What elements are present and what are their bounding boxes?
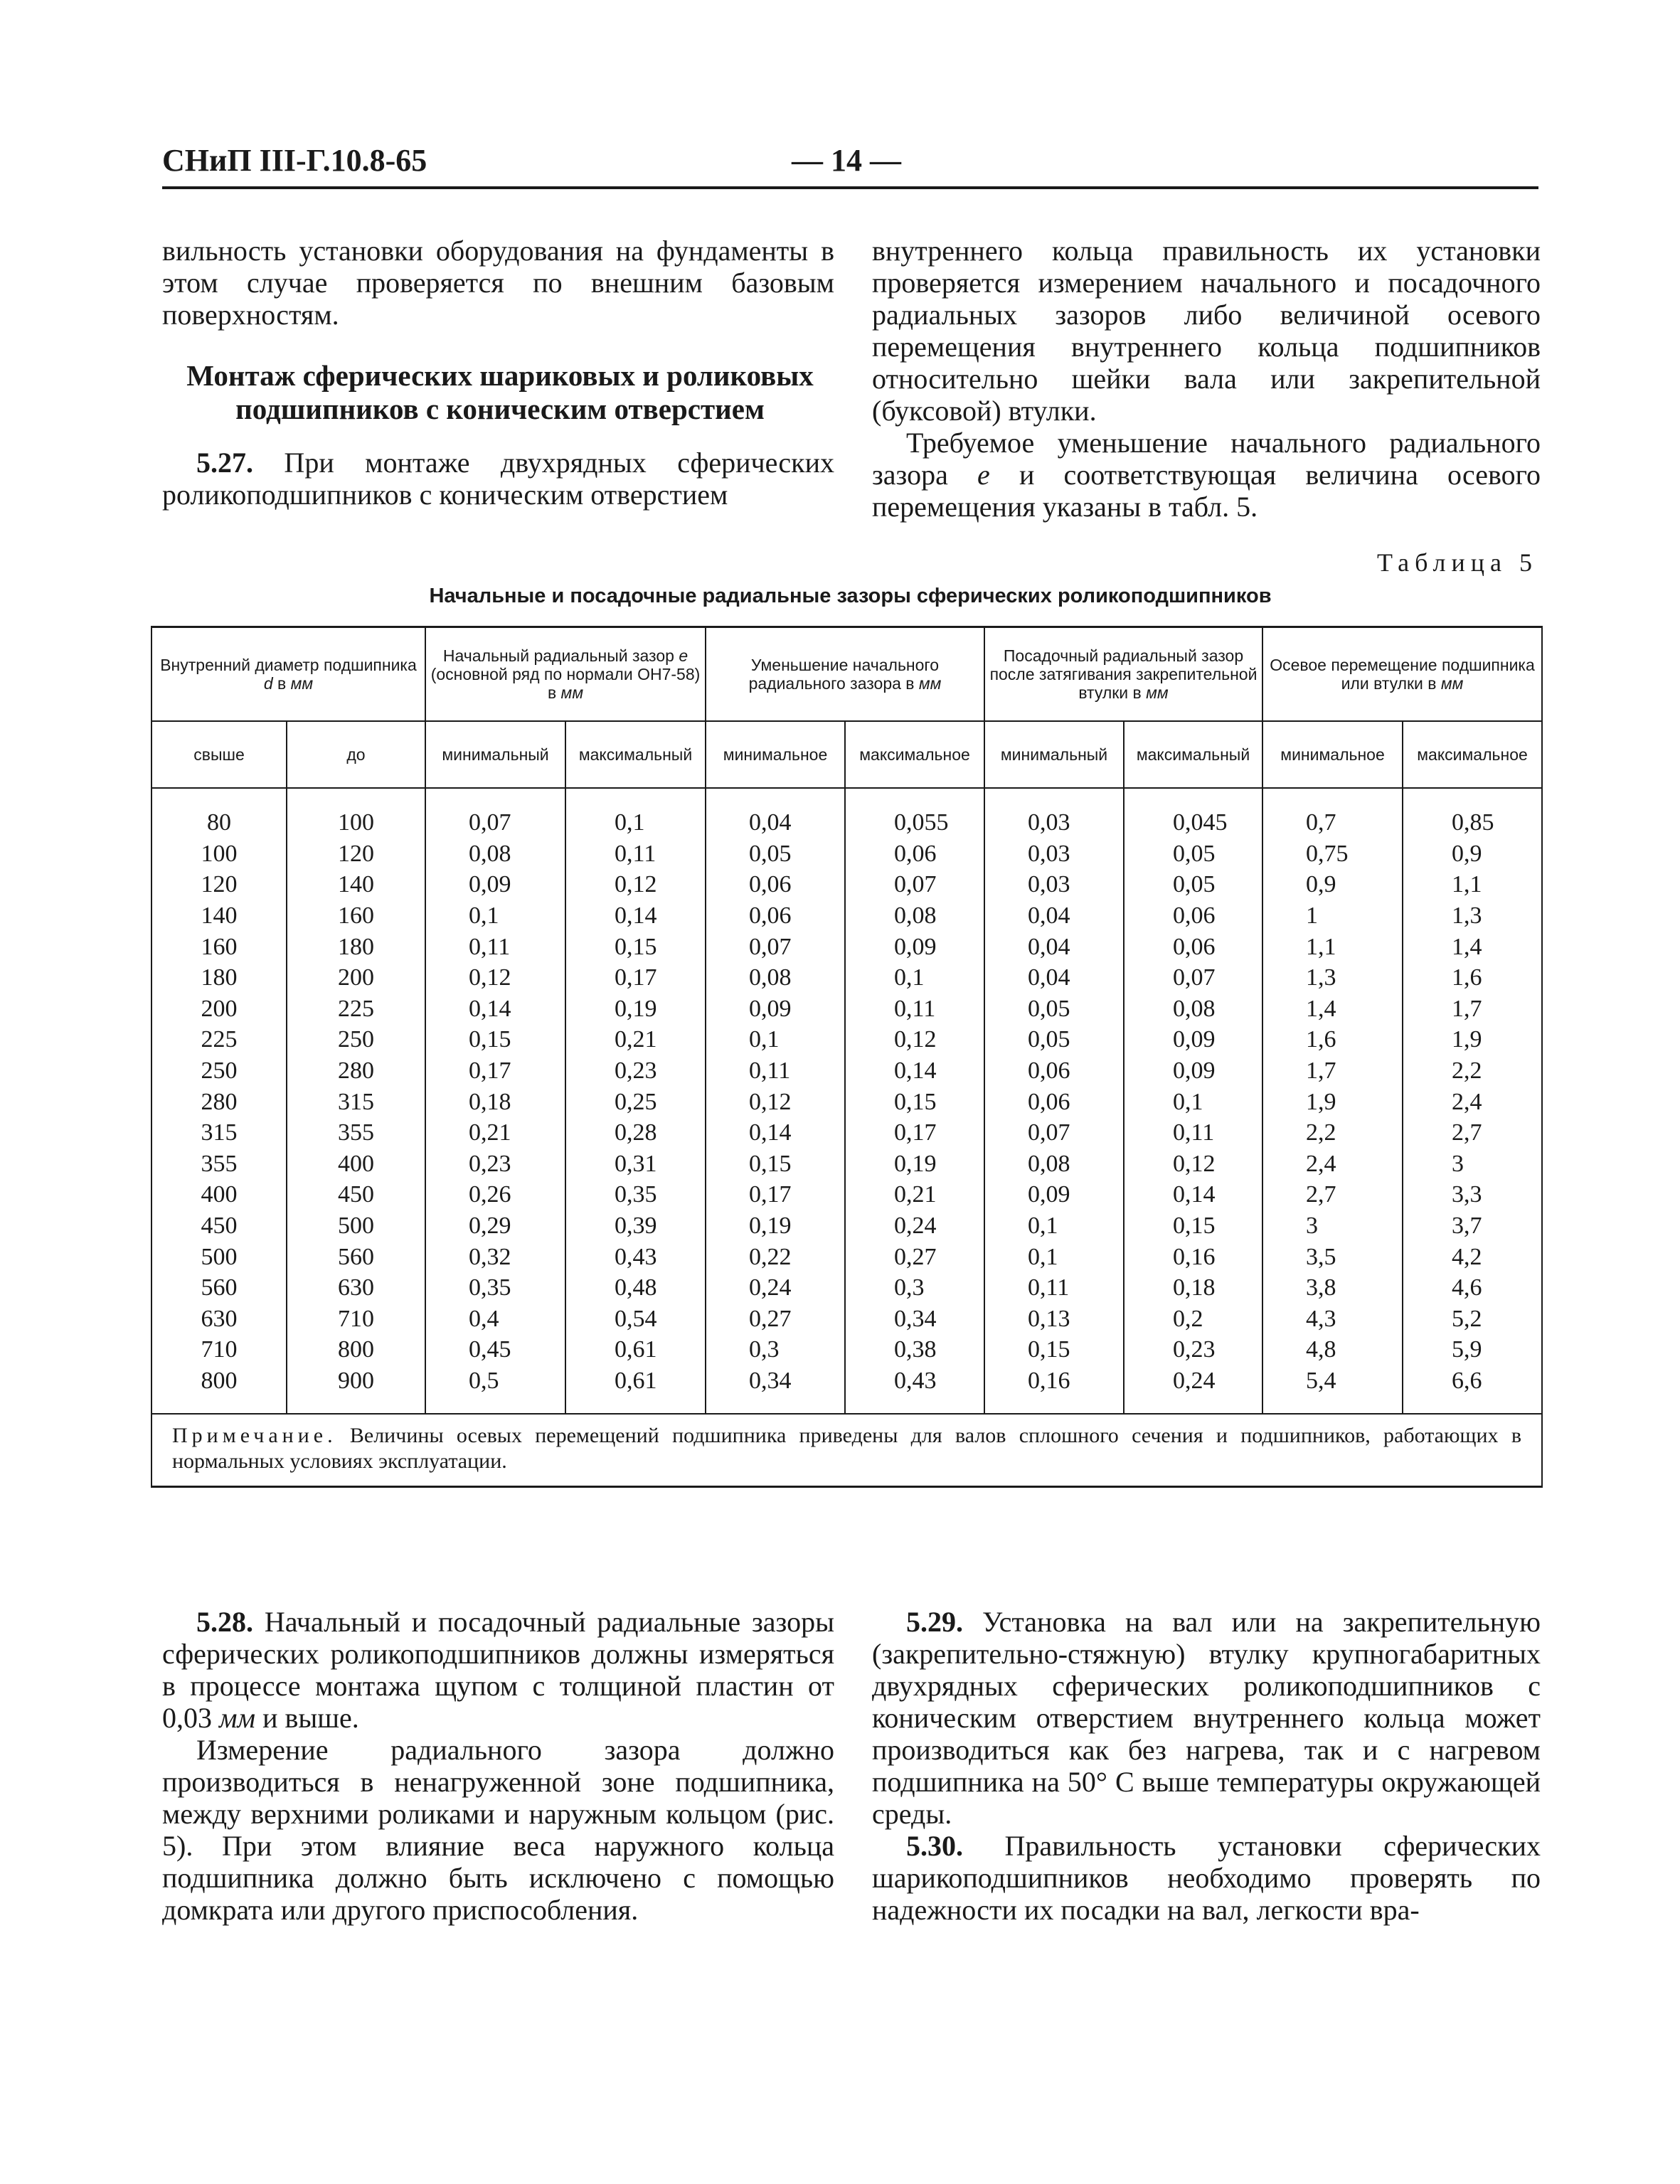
table-row <box>151 1055 1542 1087</box>
table-cell: 0,07 <box>706 931 845 962</box>
table-cell: 2,7 <box>1262 1179 1403 1210</box>
table-cell: 180 <box>151 962 287 994</box>
table-cell: 560 <box>287 1241 425 1272</box>
table-cell: 560 <box>151 1272 287 1304</box>
table-cell: 5,2 <box>1403 1304 1542 1335</box>
table-cell: 0,17 <box>706 1179 845 1210</box>
table-cell: 1,7 <box>1403 994 1542 1025</box>
table-row <box>151 807 1542 838</box>
table-cell: 0,09 <box>706 994 845 1025</box>
table-cell: 0,35 <box>565 1179 706 1210</box>
paragraph-reduction <box>872 427 1541 523</box>
clearance-table <box>151 626 1543 1488</box>
table-cell: 200 <box>151 994 287 1025</box>
table-cell: 0,18 <box>1124 1272 1262 1304</box>
table-cell: 0,39 <box>565 1210 706 1242</box>
table-row <box>151 1086 1542 1117</box>
clause-number: 5.29. <box>906 1606 963 1638</box>
table-cell: 250 <box>287 1024 425 1055</box>
table-cell: 0,1 <box>425 900 565 932</box>
table-cell: 1,3 <box>1262 962 1403 994</box>
table-cell: 0,2 <box>1124 1304 1262 1335</box>
table-cell: 800 <box>151 1365 287 1397</box>
table-cell: 280 <box>151 1086 287 1117</box>
subheader-max: максимальный <box>565 721 706 788</box>
table-cell: 630 <box>151 1304 287 1335</box>
table-cell: 0,21 <box>565 1024 706 1055</box>
table-cell: 1,9 <box>1403 1024 1542 1055</box>
table-cell: 180 <box>287 931 425 962</box>
table-cell: 140 <box>151 900 287 932</box>
table-cell: 0,1 <box>984 1241 1124 1272</box>
table-cell: 450 <box>287 1179 425 1210</box>
table-cell: 4,8 <box>1262 1334 1403 1365</box>
table-cell: 0,3 <box>706 1334 845 1365</box>
table-cell: 0,08 <box>706 962 845 994</box>
table-cell: 80 <box>151 807 287 838</box>
table-cell: 0,38 <box>845 1334 984 1365</box>
document-code: СНиП III-Г.10.8-65 <box>162 143 427 178</box>
table-cell: 0,09 <box>1124 1055 1262 1087</box>
header-clearance-reduction: Уменьшение начального радиального зазора в мм <box>706 627 984 722</box>
table-cell: 0,15 <box>425 1024 565 1055</box>
paragraph-continuation: вильность установки оборудования на фундаменты в этом случае проверяется по внешним базовым поверхностям. <box>162 235 834 331</box>
table-cell: 0,24 <box>1124 1365 1262 1397</box>
table-cell: 0,3 <box>845 1272 984 1304</box>
table-cell: 0,17 <box>845 1117 984 1149</box>
table-cell: 0,06 <box>706 900 845 932</box>
header-initial-clearance: Начальный радиальный зазор e (основной ряд по нормали ОН7-58) в мм <box>425 627 706 722</box>
table-cell: 0,055 <box>845 807 984 838</box>
table-cell: 0,34 <box>706 1365 845 1397</box>
subheader-over: свыше <box>151 721 287 788</box>
table-cell: 0,27 <box>706 1304 845 1335</box>
table-cell: 0,05 <box>1124 869 1262 900</box>
table-cell: 355 <box>151 1149 287 1180</box>
table-cell: 0,29 <box>425 1210 565 1242</box>
clause-number: 5.30. <box>906 1830 963 1862</box>
table-cell: 0,03 <box>984 838 1124 870</box>
table-cell: 0,21 <box>425 1117 565 1149</box>
table-row <box>151 1210 1542 1242</box>
header-axial-displacement: Осевое перемещение подшипника или втулки в мм <box>1262 627 1542 722</box>
table-cell: 1,7 <box>1262 1055 1403 1087</box>
page-number: — 14 — <box>792 143 901 178</box>
table-cell: 0,31 <box>565 1149 706 1180</box>
table-cell: 4,3 <box>1262 1304 1403 1335</box>
subheader-max: максимальный <box>1124 721 1262 788</box>
table-row <box>151 869 1542 900</box>
note-text: Величины осевых перемещений подшипника приведены для валов сплошного сечения и подшипников, работающих в нормальных условиях эксплуатации. <box>172 1424 1522 1474</box>
table-cell: 0,07 <box>845 869 984 900</box>
text-part: и соответствующая величина осевого перемещения указаны в табл. 5. <box>872 459 1541 523</box>
subheader-min: минимальный <box>984 721 1124 788</box>
paragraph-5-29 <box>872 1606 1541 1830</box>
table-row <box>151 1241 1542 1272</box>
table-cell: 0,12 <box>565 869 706 900</box>
table-cell: 630 <box>287 1272 425 1304</box>
table-cell: 0,19 <box>565 994 706 1025</box>
table-cell: 0,04 <box>984 900 1124 932</box>
table-row <box>151 962 1542 994</box>
unit-mm: мм <box>219 1702 256 1734</box>
paragraph-5-27-cont: внутреннего кольца правильность их установки проверяется измерением начального и посадочного радиальных зазоров либо величиной осевого перемещения внутреннего кольца подшипников относительно шейки вала или закрепительной (буксовой) втулки. <box>872 235 1541 427</box>
symbol-e: e <box>977 459 990 491</box>
table-cell: 1,4 <box>1262 994 1403 1025</box>
paragraph-5-28-measurement: Измерение радиального зазора должно производиться в ненагруженной зоне подшипника, между верхними роликами и наружным кольцом (рис. 5). При этом влияние веса наружного кольца подшипника должно быть исключено с помощью домкрата или другого приспособления. <box>162 1734 834 1926</box>
table-cell: 0,24 <box>706 1272 845 1304</box>
table-row <box>151 1117 1542 1149</box>
table-cell: 4,2 <box>1403 1241 1542 1272</box>
table-row <box>151 900 1542 932</box>
table-cell: 0,23 <box>565 1055 706 1087</box>
table-cell: 0,17 <box>425 1055 565 1087</box>
table-cell: 0,04 <box>984 962 1124 994</box>
table-cell: 0,21 <box>845 1179 984 1210</box>
table-cell: 0,25 <box>565 1086 706 1117</box>
table-cell: 0,11 <box>425 931 565 962</box>
table-cell: 0,43 <box>845 1365 984 1397</box>
table-cell: 0,61 <box>565 1365 706 1397</box>
subheader-max: максимальное <box>1403 721 1542 788</box>
table-row <box>151 1272 1542 1304</box>
table-cell: 0,15 <box>565 931 706 962</box>
table-cell: 1,1 <box>1262 931 1403 962</box>
table-cell: 3 <box>1262 1210 1403 1242</box>
table-cell: 0,1 <box>706 1024 845 1055</box>
table-cell: 3,7 <box>1403 1210 1542 1242</box>
table-cell: 0,16 <box>984 1365 1124 1397</box>
table-cell: 0,14 <box>425 994 565 1025</box>
table-cell: 710 <box>151 1334 287 1365</box>
table-row <box>151 1149 1542 1180</box>
table-cell: 0,15 <box>1124 1210 1262 1242</box>
right-column-top <box>872 235 1541 523</box>
table-cell: 160 <box>287 900 425 932</box>
table-cell: 0,85 <box>1403 807 1542 838</box>
table-cell: 3,5 <box>1262 1241 1403 1272</box>
table-cell: 0,03 <box>984 807 1124 838</box>
table-cell: 0,05 <box>706 838 845 870</box>
table-cell: 1,4 <box>1403 931 1542 962</box>
header-seating-clearance: Посадочный радиальный зазор после затягивания закрепительной втулки в мм <box>984 627 1262 722</box>
table-cell: 0,15 <box>984 1334 1124 1365</box>
table-cell: 0,34 <box>845 1304 984 1335</box>
table-cell: 0,7 <box>1262 807 1403 838</box>
table-cell: 0,15 <box>706 1149 845 1180</box>
clause-number: 5.28. <box>196 1606 253 1638</box>
table-cell: 0,045 <box>1124 807 1262 838</box>
table-cell: 0,22 <box>706 1241 845 1272</box>
left-column-mid <box>162 447 834 511</box>
table-cell: 4,6 <box>1403 1272 1542 1304</box>
table-cell: 0,14 <box>706 1117 845 1149</box>
table-cell: 400 <box>287 1149 425 1180</box>
table-cell: 140 <box>287 869 425 900</box>
subheader-to: до <box>287 721 425 788</box>
paragraph-5-28 <box>162 1606 834 1734</box>
table-cell: 0,05 <box>984 1024 1124 1055</box>
table-cell: 0,45 <box>425 1334 565 1365</box>
clause-text: При монтаже двухрядных сферических роликоподшипников с коническим отверстием <box>162 447 834 511</box>
table-cell: 400 <box>151 1179 287 1210</box>
table-cell: 0,04 <box>706 807 845 838</box>
paragraph-5-27 <box>162 447 834 511</box>
table-row <box>151 994 1542 1025</box>
table-cell: 900 <box>287 1365 425 1397</box>
table-cell: 0,15 <box>845 1086 984 1117</box>
table-cell: 450 <box>151 1210 287 1242</box>
table-cell: 0,08 <box>425 838 565 870</box>
table-cell: 0,08 <box>845 900 984 932</box>
table-cell: 2,7 <box>1403 1117 1542 1149</box>
table-cell: 0,9 <box>1262 869 1403 900</box>
table-cell: 0,07 <box>425 807 565 838</box>
table-cell: 120 <box>287 838 425 870</box>
table-cell: 225 <box>287 994 425 1025</box>
table-cell: 0,26 <box>425 1179 565 1210</box>
table-cell: 0,12 <box>425 962 565 994</box>
table-cell: 0,05 <box>984 994 1124 1025</box>
table-cell: 0,06 <box>1124 931 1262 962</box>
left-column-top <box>162 235 834 331</box>
table-cell: 0,11 <box>1124 1117 1262 1149</box>
table-cell: 120 <box>151 869 287 900</box>
table-cell: 200 <box>287 962 425 994</box>
table-cell: 250 <box>151 1055 287 1087</box>
table-cell: 2,4 <box>1403 1086 1542 1117</box>
table-cell: 0,32 <box>425 1241 565 1272</box>
table-cell: 0,35 <box>425 1272 565 1304</box>
table-cell: 0,19 <box>845 1149 984 1180</box>
table-cell: 0,06 <box>984 1086 1124 1117</box>
table-title: Начальные и посадочные радиальные зазоры сферических роликоподшипников <box>429 585 1272 607</box>
table-cell: 0,09 <box>1124 1024 1262 1055</box>
table-cell: 0,09 <box>425 869 565 900</box>
subheader-max: максимальное <box>845 721 984 788</box>
right-column-bottom <box>872 1606 1541 1926</box>
table-cell: 0,9 <box>1403 838 1542 870</box>
table-cell: 710 <box>287 1304 425 1335</box>
table-cell: 315 <box>287 1086 425 1117</box>
table-cell: 5,4 <box>1262 1365 1403 1397</box>
table-cell: 100 <box>287 807 425 838</box>
table-cell: 0,07 <box>984 1117 1124 1149</box>
table-cell: 0,24 <box>845 1210 984 1242</box>
table-cell: 0,08 <box>984 1149 1124 1180</box>
table-cell: 225 <box>151 1024 287 1055</box>
table-cell: 2,2 <box>1262 1117 1403 1149</box>
table-cell: 3 <box>1403 1149 1542 1180</box>
table-cell: 0,05 <box>1124 838 1262 870</box>
table-cell: 0,18 <box>425 1086 565 1117</box>
table-note <box>151 1414 1542 1487</box>
table-cell: 1 <box>1262 900 1403 932</box>
table-row <box>151 931 1542 962</box>
table-cell: 1,9 <box>1262 1086 1403 1117</box>
clause-text: Установка на вал или на закрепительную (закрепительно-стяжную) втулку крупногабаритных двухрядных сферических роликоподшипников с коническим отверстием внутреннего кольца может производиться как без нагрева, так и с нагревом подшипника на 50° С выше температуры окружающей среды. <box>872 1606 1541 1830</box>
table-cell: 1,6 <box>1262 1024 1403 1055</box>
table-cell: 0,27 <box>845 1241 984 1272</box>
table-cell: 0,09 <box>984 1179 1124 1210</box>
table-cell: 0,23 <box>425 1149 565 1180</box>
table-cell: 0,11 <box>984 1272 1124 1304</box>
table-cell: 3,8 <box>1262 1272 1403 1304</box>
table-row <box>151 1024 1542 1055</box>
table-cell: 0,17 <box>565 962 706 994</box>
table-cell: 0,11 <box>706 1055 845 1087</box>
table-cell: 0,07 <box>1124 962 1262 994</box>
table-cell: 0,06 <box>706 869 845 900</box>
table-cell: 6,6 <box>1403 1365 1542 1397</box>
table-cell: 0,06 <box>1124 900 1262 932</box>
clause-text: Начальный и посадочный радиальные зазоры сферических роликоподшипников должны измеряться в процессе монтажа щупом с толщиной пластин от 0,03 <box>162 1606 834 1734</box>
table-cell: 0,1 <box>845 962 984 994</box>
table-row <box>151 1365 1542 1397</box>
table-cell: 0,5 <box>425 1365 565 1397</box>
table-cell: 0,09 <box>845 931 984 962</box>
subheader-min: минимальный <box>425 721 565 788</box>
text-part: Требуемое уменьшение начального радиального зазора <box>872 427 1541 491</box>
table-cell: 2,2 <box>1403 1055 1542 1087</box>
table-cell: 0,43 <box>565 1241 706 1272</box>
table-row <box>151 1334 1542 1365</box>
table-cell: 800 <box>287 1334 425 1365</box>
table-cell: 280 <box>287 1055 425 1087</box>
table-cell: 160 <box>151 931 287 962</box>
table-cell: 0,1 <box>1124 1086 1262 1117</box>
clause-number: 5.27. <box>196 447 253 479</box>
table-cell: 5,9 <box>1403 1334 1542 1365</box>
table-cell: 0,13 <box>984 1304 1124 1335</box>
table-cell: 0,4 <box>425 1304 565 1335</box>
table-cell: 355 <box>287 1117 425 1149</box>
header-inner-diameter: Внутренний диаметр подшипника d в мм <box>151 627 425 722</box>
table-cell: 0,12 <box>845 1024 984 1055</box>
table-cell: 315 <box>151 1117 287 1149</box>
table-cell: 0,14 <box>565 900 706 932</box>
table-cell: 3,3 <box>1403 1179 1542 1210</box>
left-column-bottom <box>162 1606 834 1926</box>
table-label: Таблица 5 <box>1377 548 1538 577</box>
subheader-min: минимальное <box>706 721 845 788</box>
table-cell: 0,54 <box>565 1304 706 1335</box>
table-cell: 0,23 <box>1124 1334 1262 1365</box>
table-cell: 0,1 <box>984 1210 1124 1242</box>
table-cell: 0,08 <box>1124 994 1262 1025</box>
table-cell: 1,6 <box>1403 962 1542 994</box>
clause-text: и выше. <box>255 1702 359 1734</box>
section-heading: Монтаж сферических шариковых и роликовых подшипников с коническим отверстием <box>186 359 814 425</box>
table-cell: 0,19 <box>706 1210 845 1242</box>
table-cell: 0,06 <box>845 838 984 870</box>
clause-text: Правильность установки сферических шарикоподшипников необходимо проверять по надежности их посадки на вал, легкости вра- <box>872 1830 1541 1926</box>
table-row <box>151 1179 1542 1210</box>
table-cell: 1,1 <box>1403 869 1542 900</box>
table-cell: 100 <box>151 838 287 870</box>
table-cell: 0,04 <box>984 931 1124 962</box>
table-cell: 0,61 <box>565 1334 706 1365</box>
paragraph-5-30 <box>872 1830 1541 1926</box>
table-cell: 0,14 <box>1124 1179 1262 1210</box>
table-cell: 0,48 <box>565 1272 706 1304</box>
table-cell: 0,11 <box>845 994 984 1025</box>
table-row <box>151 1304 1542 1335</box>
note-label: Примечание. <box>172 1424 337 1448</box>
table-cell: 2,4 <box>1262 1149 1403 1180</box>
table-cell: 0,1 <box>565 807 706 838</box>
table-cell: 0,14 <box>845 1055 984 1087</box>
table-cell: 1,3 <box>1403 900 1542 932</box>
table-cell: 0,12 <box>1124 1149 1262 1180</box>
table-cell: 0,16 <box>1124 1241 1262 1272</box>
table-cell: 0,03 <box>984 869 1124 900</box>
table-cell: 0,12 <box>706 1086 845 1117</box>
table-cell: 0,75 <box>1262 838 1403 870</box>
table-cell: 500 <box>151 1241 287 1272</box>
table-cell: 500 <box>287 1210 425 1242</box>
table-cell: 0,11 <box>565 838 706 870</box>
header-rule <box>162 186 1538 189</box>
subheader-min: минимальное <box>1262 721 1403 788</box>
table-cell: 0,28 <box>565 1117 706 1149</box>
table-row <box>151 838 1542 870</box>
table-cell: 0,06 <box>984 1055 1124 1087</box>
